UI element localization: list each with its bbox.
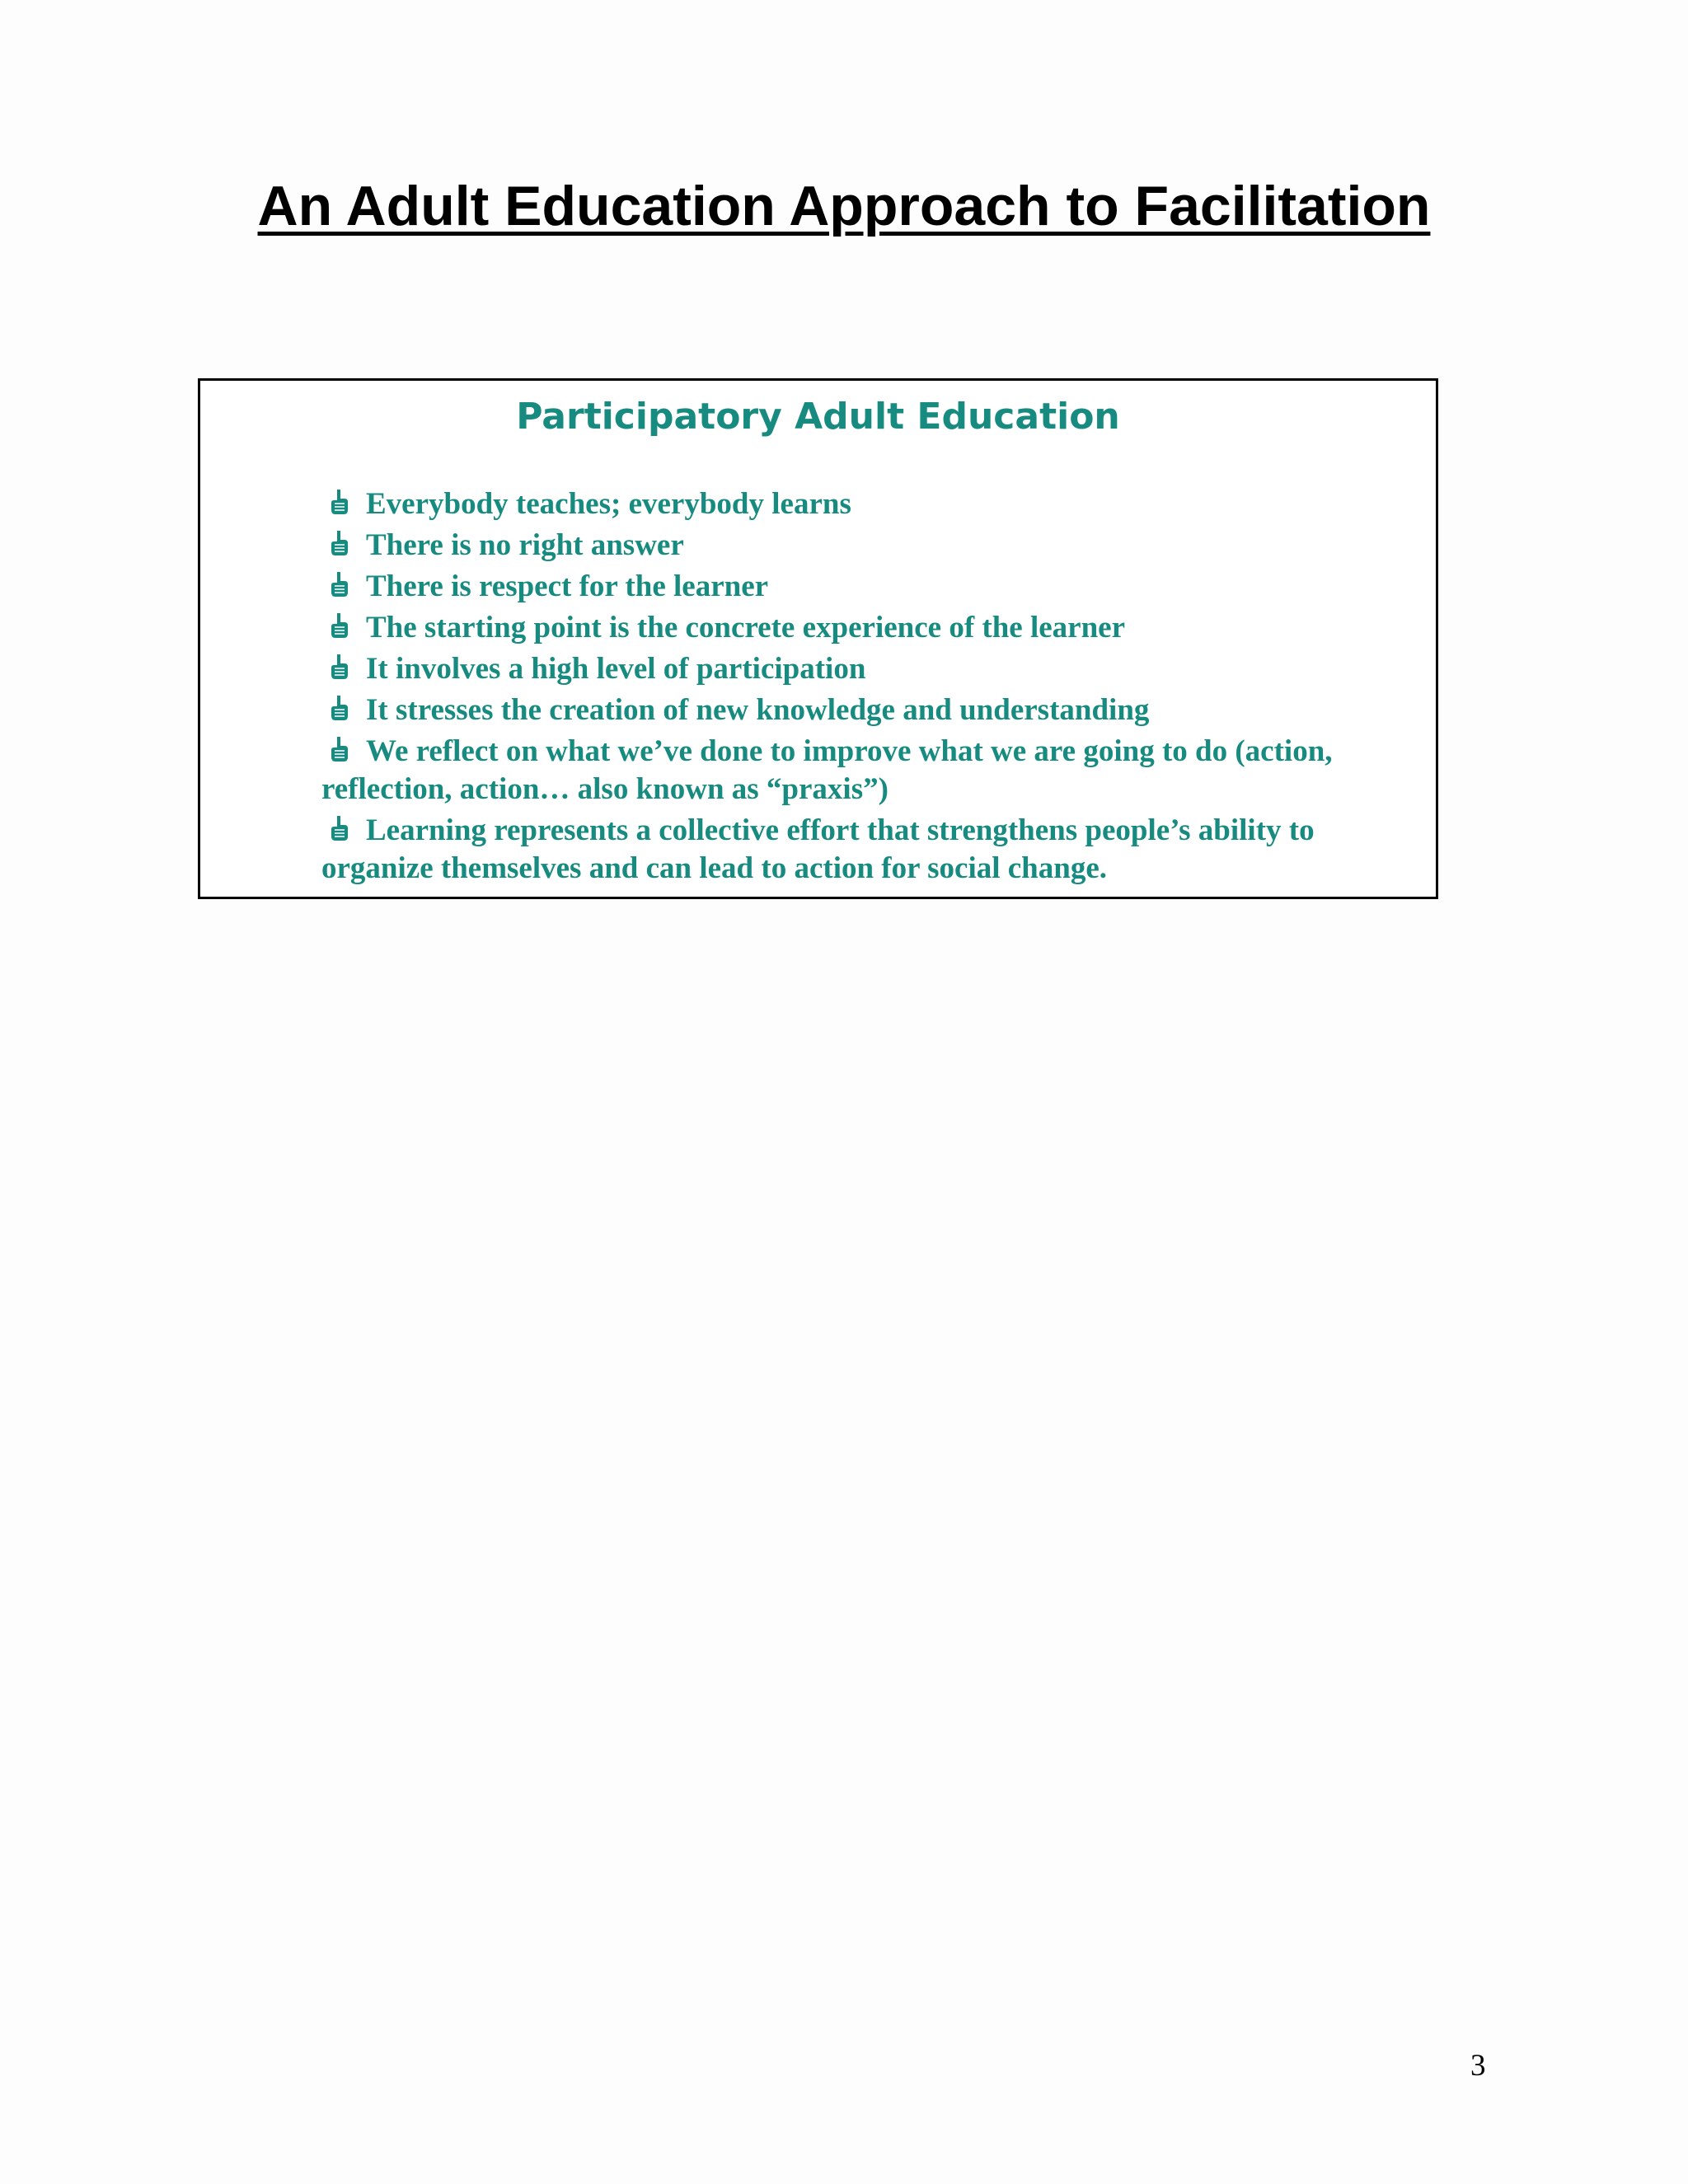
pointing-hand-icon bbox=[328, 815, 349, 841]
pointing-hand-icon bbox=[328, 530, 349, 556]
participatory-education-box bbox=[198, 378, 1438, 899]
pointing-hand-icon bbox=[328, 736, 349, 762]
list-item bbox=[321, 568, 1426, 606]
bullet-list bbox=[321, 485, 1426, 891]
list-item bbox=[321, 733, 1426, 808]
list-item bbox=[321, 609, 1426, 647]
bullet-text: The starting point is the concrete experience of the learner bbox=[366, 611, 1126, 644]
pointing-hand-icon bbox=[328, 489, 349, 515]
list-item bbox=[321, 812, 1426, 888]
pointing-hand-icon bbox=[328, 695, 349, 721]
list-item bbox=[321, 527, 1426, 565]
page-title: An Adult Education Approach to Facilitation bbox=[257, 175, 1431, 237]
list-item bbox=[321, 485, 1426, 523]
pointing-hand-icon bbox=[328, 654, 349, 680]
bullet-text: There is no right answer bbox=[366, 528, 684, 562]
bullet-text: It involves a high level of participation bbox=[366, 652, 866, 686]
bullet-text: There is respect for the learner bbox=[366, 569, 769, 603]
list-item bbox=[321, 691, 1426, 729]
bullet-text: Learning represents a collective effort that strengthens people’s ability to organize themselves and can lead to action for social change. bbox=[321, 813, 1315, 885]
page-number: 3 bbox=[1470, 2049, 1486, 2083]
pointing-hand-icon bbox=[328, 612, 349, 639]
pointing-hand-icon bbox=[328, 571, 349, 598]
list-item bbox=[321, 650, 1426, 688]
bullet-text: It stresses the creation of new knowledge and understanding bbox=[366, 693, 1150, 727]
box-title: Participatory Adult Education bbox=[516, 396, 1120, 438]
bullet-text: Everybody teaches; everybody learns bbox=[366, 487, 851, 521]
bullet-text: We reflect on what we’ve done to improve what we are going to do (action, reflection, action… also known as “praxis”) bbox=[321, 734, 1333, 806]
